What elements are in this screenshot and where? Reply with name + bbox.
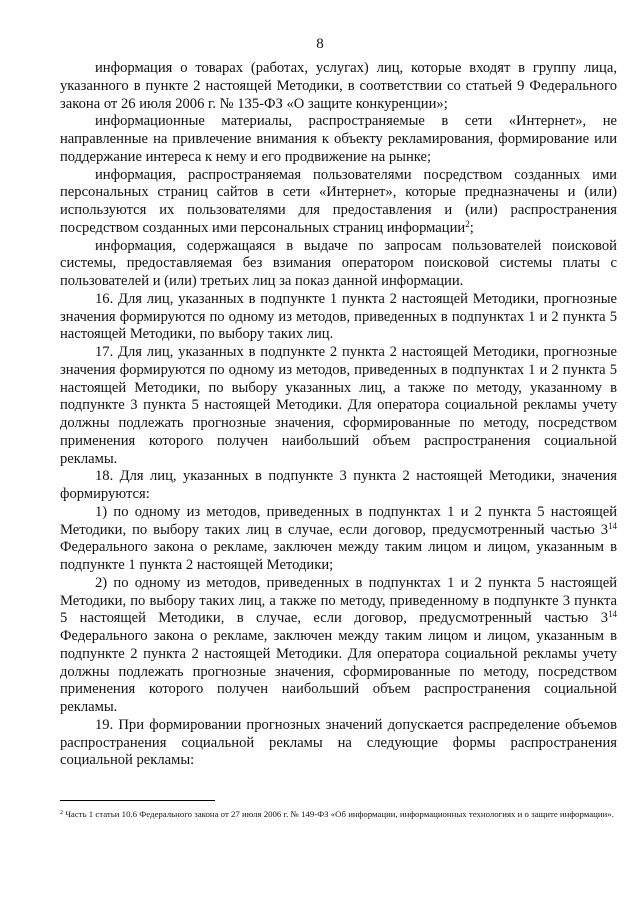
paragraph-text: 19. При формировании прогнозных значений допускается распределение объемов распространения социальной рекламы на следующие формы распространения социальной рекламы: [60, 716, 617, 769]
page-number: 8 [316, 36, 324, 52]
paragraph-text: информация, распространяемая пользователями посредством созданных ими персональных страниц сайтов в сети «Интернет», которые предназначены и (или) используются их пользователями для предоставления и (или) распространения посредством созданных ими персональных страниц информации [60, 166, 617, 236]
paragraph-text: Федерального закона о рекламе, заключен между таким лицом и лицом, указанным в подпункте 1 пункта 2 настоящей Методики; [60, 539, 617, 573]
document-body [60, 60, 617, 770]
paragraph-text: 18. Для лиц, указанных в подпункте 3 пункта 2 настоящей Методики, значения формируются: [60, 468, 617, 502]
paragraph [60, 504, 617, 575]
paragraph-text: информация, содержащаяся в выдаче по запросам пользователей поисковой системы, предоставляемая без взимания оператором поисковой системы платы с пользователей и (или) третьих лиц за показ данной информации. [60, 237, 617, 289]
footnote [60, 808, 617, 821]
paragraph-text: 17. Для лиц, указанных в подпункте 2 пункта 2 настоящей Методики, прогнозные значения формируются по одному из методов, приведенных в подпунктах 1 и 2 пункта 5 настоящей Методики, по выбору указанных лиц, а также по методу, указанному в подпункте 3 пункта 5 настоящей Методики. Для оператора социальной рекламы учету должны подлежать прогнозные значения, сформированные по методу, посредством применения которого получен наибольший объем распространения социальной рекламы. [60, 344, 617, 467]
paragraph-text: 2) по одному из методов, приведенных в подпунктах 1 и 2 пункта 5 настоящей Методики, по выбору таких лиц, а также по методу, приведенному в подпункте 3 пункта 5 настоящей Методики, в случае, если договор, предусмотренный частью 3 [60, 574, 617, 627]
paragraph [60, 60, 617, 113]
paragraph [60, 344, 617, 468]
footnote-number: 2 [60, 810, 63, 816]
paragraph: информация, распространяемая пользователями посредством созданных ими персональных страниц сайтов в сети «Интернет», которые предназначены и (или) используются их пользователями для предоставления и (или) распространения посредством созданных ими персональных страниц информации$^2$; [60, 166, 617, 236]
paragraph [60, 468, 617, 504]
paragraph-text: информация о товарах (работах, услугах) лиц, которые входят в группу лица, указанного в пункте 2 настоящей Методики, в соответствии со статьей 9 Федерального закона от 26 июля 2006 г. № 135-ФЗ «О защите конкуренции»; [60, 60, 617, 112]
paragraph [60, 717, 617, 770]
footnote-divider [60, 800, 215, 801]
paragraph [60, 575, 617, 717]
paragraph-text: информационные материалы, распространяемые в сети «Интернет», не направленные на привлечение внимания к объекту рекламирования, формирование или поддержание интереса к нему и его продвижение на рынке; [60, 113, 617, 165]
paragraph [60, 113, 617, 166]
superscript-14: 14 [608, 520, 617, 531]
paragraph-text: 16. Для лиц, указанных в подпункте 1 пункта 2 настоящей Методики, прогнозные значения формируются по одному из методов, приведенных в подпунктах 1 и 2 пункта 5 настоящей Методики, по выбору таких лиц. [60, 290, 617, 343]
superscript-14: 14 [608, 609, 617, 620]
footnote-text: Часть 1 статьи 10.6 Федерального закона от 27 июля 2006 г. № 149-ФЗ «Об информации, информационных технологиях и о защите информации». [65, 809, 614, 819]
paragraph [60, 238, 617, 291]
paragraph-text: 1) по одному из методов, приведенных в подпунктах 1 и 2 пункта 5 настоящей Методики, по выбору таких лиц в случае, если договор, предусмотренный частью 3 [60, 503, 617, 538]
paragraph [60, 291, 617, 344]
paragraph-text: Федерального закона о рекламе, заключен между таким лицом и лицом, указанным в подпункте 2 пункта 2 настоящей Методики. Для оператора социальной рекламы учету должны подлежать прогнозные значения, сформированные по методу, посредством применения которого получен наибольший объем распространения социальной рекламы. [60, 628, 617, 715]
footnote-ref: 2 [465, 218, 470, 229]
